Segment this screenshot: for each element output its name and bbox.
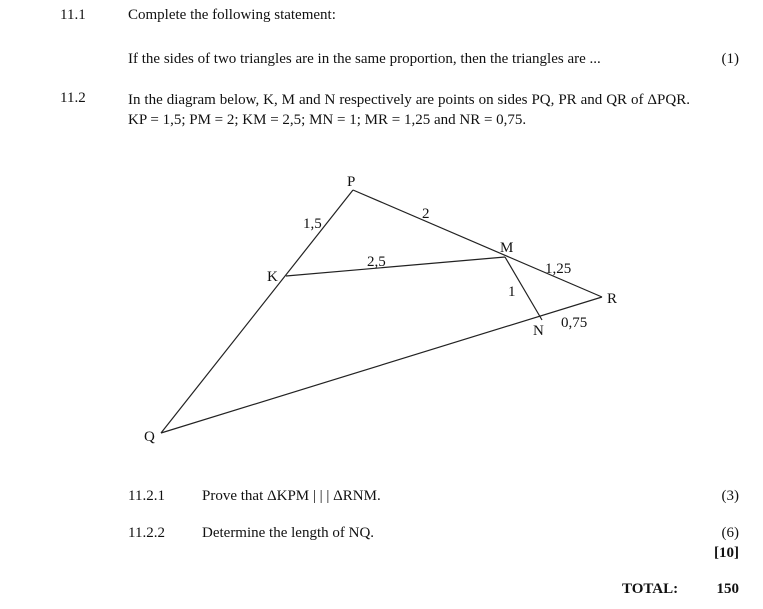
label-n: N bbox=[533, 323, 544, 339]
question-11-2-2-text: Determine the length of NQ. bbox=[202, 525, 375, 541]
marks-11-1: (1) bbox=[721, 51, 739, 67]
length-km: 2,5 bbox=[367, 254, 386, 270]
side-pr bbox=[353, 190, 602, 297]
label-k: K bbox=[267, 269, 278, 285]
question-number-11-2-1: 11.2.1 bbox=[128, 488, 165, 504]
label-p: P bbox=[347, 174, 356, 190]
label-r: R bbox=[607, 291, 618, 307]
section-total-marks: [10] bbox=[714, 545, 739, 561]
question-number-11-2-2: 11.2.2 bbox=[128, 525, 165, 541]
marks-11-2-1: (3) bbox=[721, 488, 739, 504]
question-number-11-1: 11.1 bbox=[60, 7, 86, 23]
side-qr bbox=[161, 297, 602, 433]
question-11-1-statement: If the sides of two triangles are in the same proportion, then the triangles are ... bbox=[128, 51, 601, 67]
total-label: TOTAL: bbox=[622, 581, 679, 597]
question-11-2-description: In the diagram below, K, M and N respectively are points on sides PQ, PR and QR of ΔPQR. KP = 1,5; PM = 2; KM = 2,5; MN = 1; MR = 1,25 and NR = 0,75. bbox=[128, 92, 690, 128]
label-q: Q bbox=[144, 429, 155, 445]
question-number-11-2: 11.2 bbox=[60, 90, 86, 106]
length-pm: 2 bbox=[422, 206, 430, 222]
length-nr: 0,75 bbox=[561, 315, 588, 331]
marks-11-2-2: (6) bbox=[721, 525, 739, 541]
length-kp: 1,5 bbox=[303, 216, 322, 232]
question-11-1-heading: Complete the following statement: bbox=[128, 7, 336, 23]
total-value: 150 bbox=[716, 581, 739, 597]
question-11-2-1-text: Prove that ΔKPM | | | ΔRNM. bbox=[202, 488, 381, 504]
length-mn: 1 bbox=[508, 284, 516, 300]
length-mr: 1,25 bbox=[545, 261, 572, 277]
segment-km bbox=[286, 257, 505, 276]
label-m: M bbox=[500, 240, 514, 256]
side-pq bbox=[161, 190, 353, 433]
